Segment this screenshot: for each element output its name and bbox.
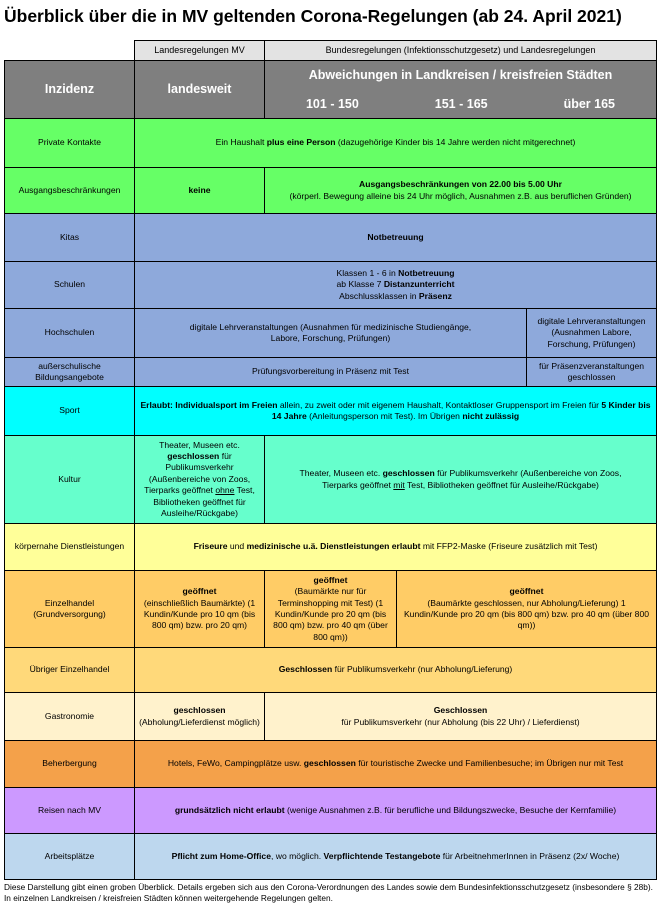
page-title: Überblick über die in MV geltenden Corona-Regelungen (ab 24. April 2021)	[4, 6, 622, 26]
reisen-rule: grundsätzlich nicht erlaubt (wenige Ausnahmen z.B. für berufliche und Bildungszwecke, Besuche der Kernfamilie)	[134, 787, 657, 834]
row-label-sport: Sport	[4, 386, 135, 436]
gastronomie-abweichung: Geschlossen für Publikumsverkehr (nur Abholung (bis 22 Uhr) / Lieferdienst)	[264, 692, 657, 741]
kultur-landesweit: Theater, Museen etc. geschlossen für Publikumsverkehr (Außenbereiche von Zoos, Tierparks geöffnet ohne Test, Bibliotheken geöffnet für Ausleihe/Rückgabe)	[134, 435, 265, 524]
einzelhandel-landesweit: geöffnet (einschließlich Baumärkte) (1 Kundin/Kunde pro 10 qm (bis 800 qm) bzw. pro 20 qm)	[134, 570, 265, 648]
row-label-beherbergung: Beherbergung	[4, 740, 135, 788]
einzelhandel-ueber-165: geöffnet (Baumärkte geschlossen, nur Abholung/Lieferung) 1 Kundin/Kunde pro 20 qm (bis 800 qm) bzw. pro 40 qm (über 800 qm))	[396, 570, 657, 648]
ausgang-abweichung: Ausgangsbeschränkungen von 22.00 bis 5.00 Uhr (körperl. Bewegung alleine bis 24 Uhr möglich, Ausnahmen z.B. aus beruflichen Gründen)	[264, 167, 657, 214]
hochschulen-rule: digitale Lehrveranstaltungen (Ausnahmen für medizinische Studiengänge, Labore, Forschung, Prüfungen)	[134, 308, 527, 358]
row-label-einzelhandel: Einzelhandel (Grundversorgung)	[4, 570, 135, 648]
gastronomie-landesweit: geschlossen (Abholung/Lieferdienst möglich)	[134, 692, 265, 741]
header-landesweit: landesweit	[134, 60, 265, 119]
row-label-dienstleistungen: körpernahe Dienstleistungen	[4, 523, 135, 571]
kultur-abweichung: Theater, Museen etc. geschlossen für Publikumsverkehr (Außenbereiche von Zoos, Tierparks geöffnet mit Test, Bibliotheken geöffnet für Ausleihe/Rückgabe)	[264, 435, 657, 524]
bildung-rule: Prüfungsvorbereitung in Präsenz mit Test	[134, 357, 527, 387]
range-101-150: 101 - 150	[305, 96, 359, 111]
kitas-rule: Notbetreuung	[134, 213, 657, 262]
schulen-rule: Klassen 1 - 6 in Notbetreuung ab Klasse 7 Distanzunterricht Abschlussklassen in Präsenz	[134, 261, 657, 309]
footer-note: Diese Darstellung gibt einen groben Überblick. Details ergeben sich aus den Corona-Verordnungen des Landes sowie dem Bundesinfektionsschutzgesetz (insbesondere § 28b). In einzelnen Landkreisen / kreisfreien Städten können weitergehende Regelungen gelten.	[4, 882, 653, 904]
header-abweichungen: Abweichungen in Landkreisen / kreisfreien Städten 101 - 150 151 - 165 über 165	[264, 60, 657, 119]
header-landesregelungen: Landesregelungen MV	[134, 40, 265, 61]
row-label-private-kontakte: Private Kontakte	[4, 118, 135, 168]
row-label-kultur: Kultur	[4, 435, 135, 524]
row-label-arbeitsplaetze: Arbeitsplätze	[4, 833, 135, 880]
row-label-reisen: Reisen nach MV	[4, 787, 135, 834]
dienstleistungen-rule: Friseure und medizinische u.ä. Dienstleistungen erlaubt mit FFP2-Maske (Friseure zusätzlich mit Test)	[134, 523, 657, 571]
header-inzidenz: Inzidenz	[4, 60, 135, 119]
ausgang-landesweit: keine	[134, 167, 265, 214]
einzelhandel-151-165: geöffnet (Baumärkte nur für Terminshopping mit Test) (1 Kundin/Kunde pro 20 qm (bis 800 qm) bzw. pro 40 qm (über 800 qm))	[264, 570, 397, 648]
row-label-schulen: Schulen	[4, 261, 135, 309]
bildung-ueber-165: für Präsenzveranstaltungen geschlossen	[526, 357, 657, 387]
sport-rule: Erlaubt: Individualsport im Freien allein, zu zweit oder mit eigenem Haushalt, Kontaktloser Gruppensport im Freien für 5 Kinder bis 14 Jahre (Anleitungsperson mit Test). Im Übrigen nicht zulässig	[134, 386, 657, 436]
uebriger-einzelhandel-rule: Geschlossen für Publikumsverkehr (nur Abholung/Lieferung)	[134, 647, 657, 693]
range-151-165: 151 - 165	[434, 96, 488, 111]
range-ueber-165: über 165	[563, 96, 615, 111]
row-label-uebriger-einzelhandel: Übriger Einzelhandel	[4, 647, 135, 693]
arbeitsplaetze-rule: Pflicht zum Home-Office, wo möglich. Verpflichtende Testangebote für ArbeitnehmerInnen in Präsenz (2x/ Woche)	[134, 833, 657, 880]
private-kontakte-rule: Ein Haushalt plus eine Person (dazugehörige Kinder bis 14 Jahre werden nicht mitgerechnet)	[134, 118, 657, 168]
row-label-bildungsangebote: außerschulische Bildungsangebote	[4, 357, 135, 387]
hochschulen-ueber-165: digitale Lehrveranstaltungen (Ausnahmen Labore, Forschung, Prüfungen)	[526, 308, 657, 358]
row-label-ausgangsbeschraenkungen: Ausgangsbeschränkungen	[4, 167, 135, 214]
header-bundesregelungen: Bundesregelungen (Infektionsschutzgesetz) und Landesregelungen	[264, 40, 657, 61]
row-label-kitas: Kitas	[4, 213, 135, 262]
beherbergung-rule: Hotels, FeWo, Campingplätze usw. geschlossen für touristische Zwecke und Familienbesuche; im Übrigen nur mit Test	[134, 740, 657, 788]
row-label-gastronomie: Gastronomie	[4, 692, 135, 741]
row-label-hochschulen: Hochschulen	[4, 308, 135, 358]
